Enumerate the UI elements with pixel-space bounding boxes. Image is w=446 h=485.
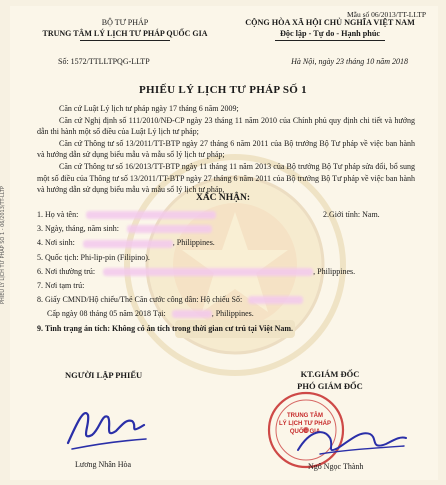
redacted-passport-number — [248, 296, 303, 304]
national-header — [225, 18, 435, 41]
redacted-issue-place — [172, 310, 212, 318]
approver-name: Ngô Ngọc Thành — [308, 462, 364, 471]
redacted-birth-date — [127, 225, 212, 233]
basis-item: Căn cứ Nghị định số 111/2010/NĐ-CP ngày 23 tháng 11 năm 2010 của Chính phủ quy định chi tiết và hướng dẫn thi hành một số điều của Luật Lý lịch tư pháp; — [37, 115, 415, 137]
confirmation-fields — [37, 208, 422, 336]
basis-item: Căn cứ Thông tư số 16/2013/TT-BTP ngày 11 tháng 11 năm 2013 của Bộ trưởng Bộ Tư pháp sửa đổi, bổ sung một số điều của Thông tư số 13/2011/TT-BTP ngày 27 tháng 6 năm 2011 của Bộ trưởng Bộ Tư pháp về việc ban hành và hướng dẫn sử dụng biểu mẫu và mẫu sổ lý lịch tư pháp, — [37, 161, 415, 195]
confirmation-heading: XÁC NHẬN: — [195, 193, 251, 203]
criminal-record-status: 9. Tình trạng án tích: Không có án tích trong thời gian cư trú tại Việt Nam. — [37, 323, 294, 333]
issuer-header — [40, 18, 210, 41]
approver-title-line2: PHÓ GIÁM ĐỐC — [297, 381, 363, 391]
nationality-text: 5. Quốc tịch: Phi-lip-pin (Filipino). — [37, 252, 150, 262]
redacted-residence — [103, 268, 313, 276]
field-full-name — [37, 208, 422, 222]
temporary-residence-label: 7. Nơi tạm trú: — [37, 280, 85, 290]
residence-label: 6. Nơi thường trú: — [37, 266, 96, 276]
field-birth-place — [37, 236, 422, 250]
field-temporary-residence — [37, 279, 422, 293]
header-underline — [80, 40, 170, 41]
ministry-name: BỘ TƯ PHÁP — [101, 18, 149, 27]
passport-label: 8. Giấy CMND/Hộ chiếu/Thẻ Căn cước công dân: Hộ chiếu Số: — [37, 295, 243, 305]
form-code: Mẫu số 06/2013/TT-LLTP — [346, 10, 426, 19]
field-permanent-residence — [37, 265, 422, 279]
basis-item: Căn cứ Luật Lý lịch tư pháp ngày 17 tháng 6 năm 2009; — [59, 104, 239, 113]
field-criminal-record — [37, 322, 422, 336]
national-motto: Độc lập - Tự do - Hạnh phúc — [279, 29, 381, 38]
birth-place-label: 4. Nơi sinh: — [37, 238, 75, 248]
motto-underline — [275, 40, 385, 41]
field-passport-issue — [37, 307, 422, 321]
approver-signature-icon — [290, 420, 410, 465]
seal-line: LÝ LỊCH TƯ PHÁP — [279, 421, 331, 427]
field-passport — [37, 293, 422, 307]
redacted-birth-place — [83, 240, 173, 248]
preparer-signature-icon — [62, 395, 152, 455]
birth-place-country: , Philippines. — [172, 238, 215, 248]
country-name: CỘNG HÒA XÃ HỘI CHỦ NGHĨA VIỆT NAM — [245, 18, 415, 27]
document-number: Số: 1572/TTLLTPQG-LLTP — [58, 57, 150, 66]
field-birth-date — [37, 222, 422, 236]
redacted-full-name — [86, 211, 216, 219]
place-date: Hà Nội, ngày 23 tháng 10 năm 2018 — [291, 57, 408, 66]
gender-field: 2.Giới tính: Nam. — [323, 210, 380, 219]
residence-country: , Philippines. — [313, 266, 356, 276]
basis-item: Căn cứ Thông tư số 13/2011/TT-BTP ngày 27 tháng 6 năm 2011 của Bộ trưởng Bộ Tư pháp về việc ban hành và hướng dẫn sử dụng biểu mẫu và mẫu sổ lý lịch tư pháp; — [37, 138, 415, 160]
birth-date-label: 3. Ngày, tháng, năm sinh: — [37, 224, 119, 234]
seal-line: TRUNG TÂM — [287, 413, 323, 419]
seal-line: QUỐC GIA — [289, 429, 321, 435]
agency-name: TRUNG TÂM LÝ LỊCH TƯ PHÁP QUỐC GIA — [42, 29, 208, 38]
legal-basis — [37, 103, 415, 196]
issue-country: , Philippines. — [211, 309, 254, 319]
side-reference-code: PHIẾU LÝ LỊCH TƯ PHÁP SỐ 1 - 06/2013/TT-LLTP — [0, 186, 6, 304]
approver-title-line1: KT.GIÁM ĐỐC — [300, 369, 360, 379]
preparer-title: NGƯỜI LẬP PHIẾU — [65, 370, 143, 380]
full-name-label: 1. Họ và tên: — [37, 210, 79, 219]
preparer-name: Lương Nhân Hòa — [75, 460, 132, 469]
field-nationality — [37, 251, 422, 265]
document-title: PHIẾU LÝ LỊCH TƯ PHÁP SỐ 1 — [139, 84, 307, 96]
approver-title — [270, 368, 390, 392]
passport-issue-label: Cấp ngày 08 tháng 05 năm 2018 Tại: — [47, 309, 166, 319]
